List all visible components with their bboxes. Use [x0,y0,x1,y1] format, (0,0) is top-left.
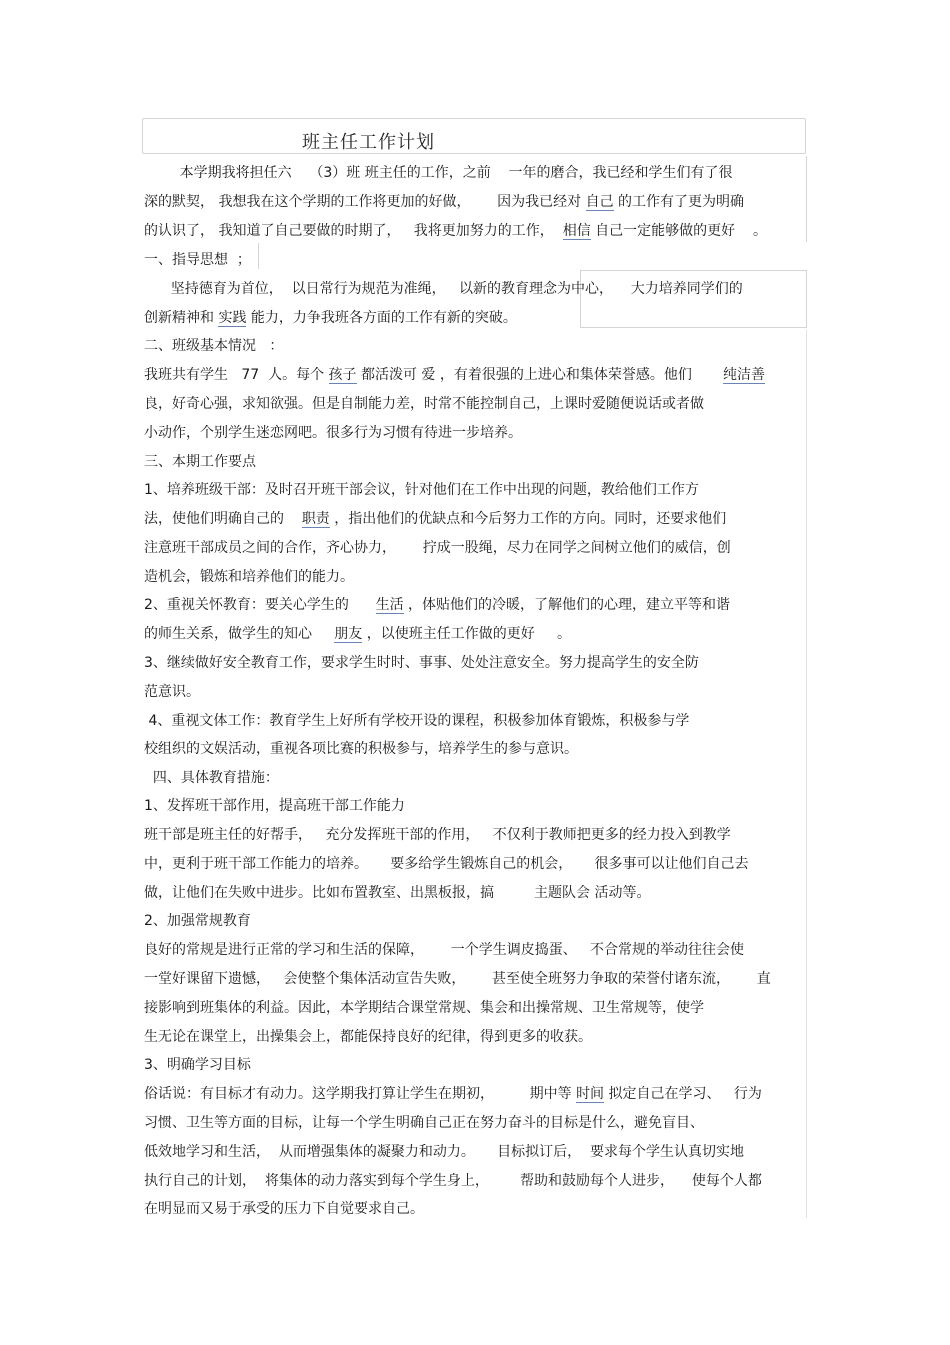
body-line: 校组织的文娱活动，重视各项比赛的积极参与，培养学生的参与意识。 [144,741,578,757]
body-line: 班干部是班主任的好帮手， 充分发挥班干部的作用， 不仅利于教师把更多的经力投入到教学 [144,827,731,843]
section-heading: 二、班级基本情况 ： [144,338,284,354]
body-line: 注意班干部成员之间的合作，齐心协力， 拧成一股绳，尽力在同学之间树立他们的威信，创 [144,540,731,556]
body-line: 良好的常规是进行正常的学习和生活的保障， 一个学生调皮捣蛋、 不合常规的举动往往会使 [144,942,745,958]
body-line: 俗话说：有目标才有动力。这学期我打算让学生在期初， 期中等 时间 拟定自己在学习、 行为 [144,1086,762,1102]
body-line: 2、重视关怀教育：要关心学生的 生活 ，体贴他们的冷暖，了解他们的心理，建立平等和谐 [144,597,731,613]
body-line: 1、培养班级干部：及时召开班干部会议，针对他们在工作中出现的问题，教给他们工作方 [144,482,699,498]
body-line: 范意识。 [144,684,200,700]
section-heading: 一、指导思想 ； [144,252,251,268]
body-line: 4、重视文体工作：教育学生上好所有学校开设的课程，积极参加体育锻炼，积极参与学 [144,713,690,729]
text-frame-right [806,156,807,242]
text-frame-top [142,118,806,154]
body-line: 的师生关系，做学生的知心 朋友 ，以使班主任工作做的更好 。 [144,626,571,642]
subsection-heading: 3、明确学习目标 [144,1057,251,1073]
body-line: 接影响到班集体的利益。因此，本学期结合课堂常规、集会和出操常规、卫生常规等，使学 [144,1000,704,1016]
body-line: 深的默契， 我想我在这个学期的工作将更加的好做， 因为我已经对 自己 的工作有了更为明确 [144,194,745,210]
body-line: 的认识了， 我知道了自己要做的时期了， 我将更加努力的工作， 相信 自己一定能够做的更好 。 [144,223,767,239]
body-line: 一堂好课留下遗憾， 会使整个集体活动宣告失败， 甚至使全班努力争取的荣誉付诸东流， 直 [144,971,771,987]
section-heading: 三、本期工作要点 [144,454,256,470]
body-line: 执行自己的计划， 将集体的动力落实到每个学生身上， 帮助和鼓励每个人进步， 使每个人都 [144,1173,762,1189]
body-line: 生无论在课堂上，出操集会上，都能保持良好的纪律，得到更多的收获。 [144,1029,592,1045]
body-line: 小动作，个别学生迷恋网吧。很多行为习惯有待进一步培养。 [144,425,522,441]
body-line: 3、继续做好安全教育工作，要求学生时时、事事、处处注意安全。努力提高学生的安全防 [144,655,699,671]
document-title: 班主任工作计划 [302,132,435,153]
section-heading: 四、具体教育措施： [144,770,279,786]
text-frame-long [806,330,807,1218]
body-line: 坚持德育为首位， 以日常行为规范为准绳， 以新的教育理念为中心， 大力培养同学们的 [144,281,743,297]
body-line: 良，好奇心强，求知欲强。但是自制能力差，时常不能控制自己，上课时爱随便说话或者做 [144,396,704,412]
body-line: 在明显而又易于承受的压力下自觉要求自己。 [144,1201,424,1217]
body-line: 我班共有学生 77 人。每个 孩子 都活泼可 爱 ，有着很强的上进心和集体荣誉感。他们 纯洁善 [144,367,766,383]
body-line: 造机会，锻炼和培养他们的能力。 [144,569,354,585]
body-line: 法，使他们明确自己的 职责 ，指出他们的优缺点和今后努力工作的方向。同时，还要求他们 [144,511,727,527]
subsection-heading: 1、发挥班干部作用，提高班干部工作能力 [144,798,405,814]
text-frame-tick [258,243,259,269]
body-line: 中，更利于班干部工作能力的培养。 要多给学生锻炼自己的机会， 很多事可以让他们自己去 [144,856,749,872]
body-line: 本学期我将担任六 （3）班 班主任的工作，之前 一年的磨合，我已经和学生们有了很 [144,165,733,181]
body-line: 习惯、卫生等方面的目标，让每一个学生明确自己正在努力奋斗的目标是什么，避免盲目、 [144,1115,704,1131]
body-line: 做，让他们在失败中进步。比如布置教室、出黑板报，搞 主题队会 活动等。 [144,885,651,901]
body-line: 低效地学习和生活， 从而增强集体的凝聚力和动力。 目标拟订后， 要求每个学生认真切实地 [144,1144,745,1160]
subsection-heading: 2、加强常规教育 [144,913,251,929]
body-line: 创新精神和 实践 能力，力争我班各方面的工作有新的突破。 [144,310,517,326]
